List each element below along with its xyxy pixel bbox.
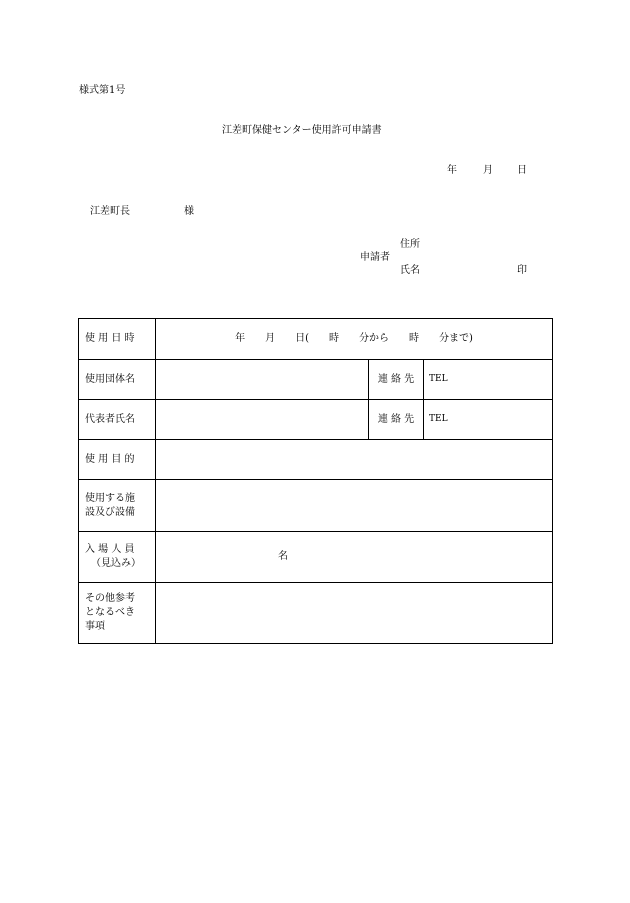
purpose-label: 使 用 目 的: [79, 440, 156, 480]
attendance-field[interactable]: [156, 532, 553, 583]
facilities-field[interactable]: [156, 480, 553, 532]
addressee-name: 江差町長: [90, 206, 130, 217]
group-contact-label: 連 絡 先: [369, 360, 424, 400]
addressee-honorific: 様: [184, 206, 194, 217]
applicant-name-label: 氏名: [400, 265, 420, 276]
row-attendance: [79, 532, 553, 583]
purpose-field[interactable]: [156, 440, 553, 480]
representative-contact-label: 連 絡 先: [369, 400, 424, 440]
attendance-label-line1: 入 場 人 員: [85, 544, 135, 555]
row-group-name: [79, 360, 553, 400]
row-usage-datetime: [79, 319, 553, 360]
applicant-label: 申請者: [360, 252, 390, 263]
facilities-label-line1: 使用する施: [85, 492, 135, 504]
group-tel-field[interactable]: TEL: [424, 360, 553, 400]
attendance-unit: 名: [278, 551, 288, 562]
row-other: [79, 583, 553, 644]
document-title: 江差町保健センター使用許可申請書: [222, 125, 382, 136]
group-name-label: 使用団体名: [79, 360, 156, 400]
attendance-label: [79, 532, 156, 583]
facilities-label-line2: 設及び設備: [85, 506, 135, 518]
attendance-label-line2: （見込み）: [91, 558, 141, 569]
row-facilities: [79, 480, 553, 532]
form-number: 様式第1号: [79, 85, 126, 96]
seal-mark: 印: [517, 265, 527, 276]
facilities-label: [79, 480, 156, 532]
application-form-table: [78, 318, 553, 644]
other-label-line3: 事項: [85, 621, 105, 632]
usage-datetime-field[interactable]: 年 月 日( 時 分から 時 分まで): [156, 319, 553, 360]
row-purpose: [79, 440, 553, 480]
representative-label: 代表者氏名: [79, 400, 156, 440]
usage-datetime-label: 使 用 日 時: [79, 319, 156, 360]
other-label-line2: となるべき: [85, 607, 135, 618]
applicant-address-label: 住所: [400, 239, 420, 250]
other-label-line1: その他参考: [85, 593, 135, 604]
representative-field[interactable]: [156, 400, 369, 440]
date-month-label: 月: [483, 165, 493, 176]
representative-tel-field[interactable]: TEL: [424, 400, 553, 440]
date-year-label: 年: [447, 165, 457, 176]
other-field[interactable]: [156, 583, 553, 644]
other-label: [79, 583, 156, 644]
group-name-field[interactable]: [156, 360, 369, 400]
row-representative: [79, 400, 553, 440]
date-day-label: 日: [517, 165, 527, 176]
